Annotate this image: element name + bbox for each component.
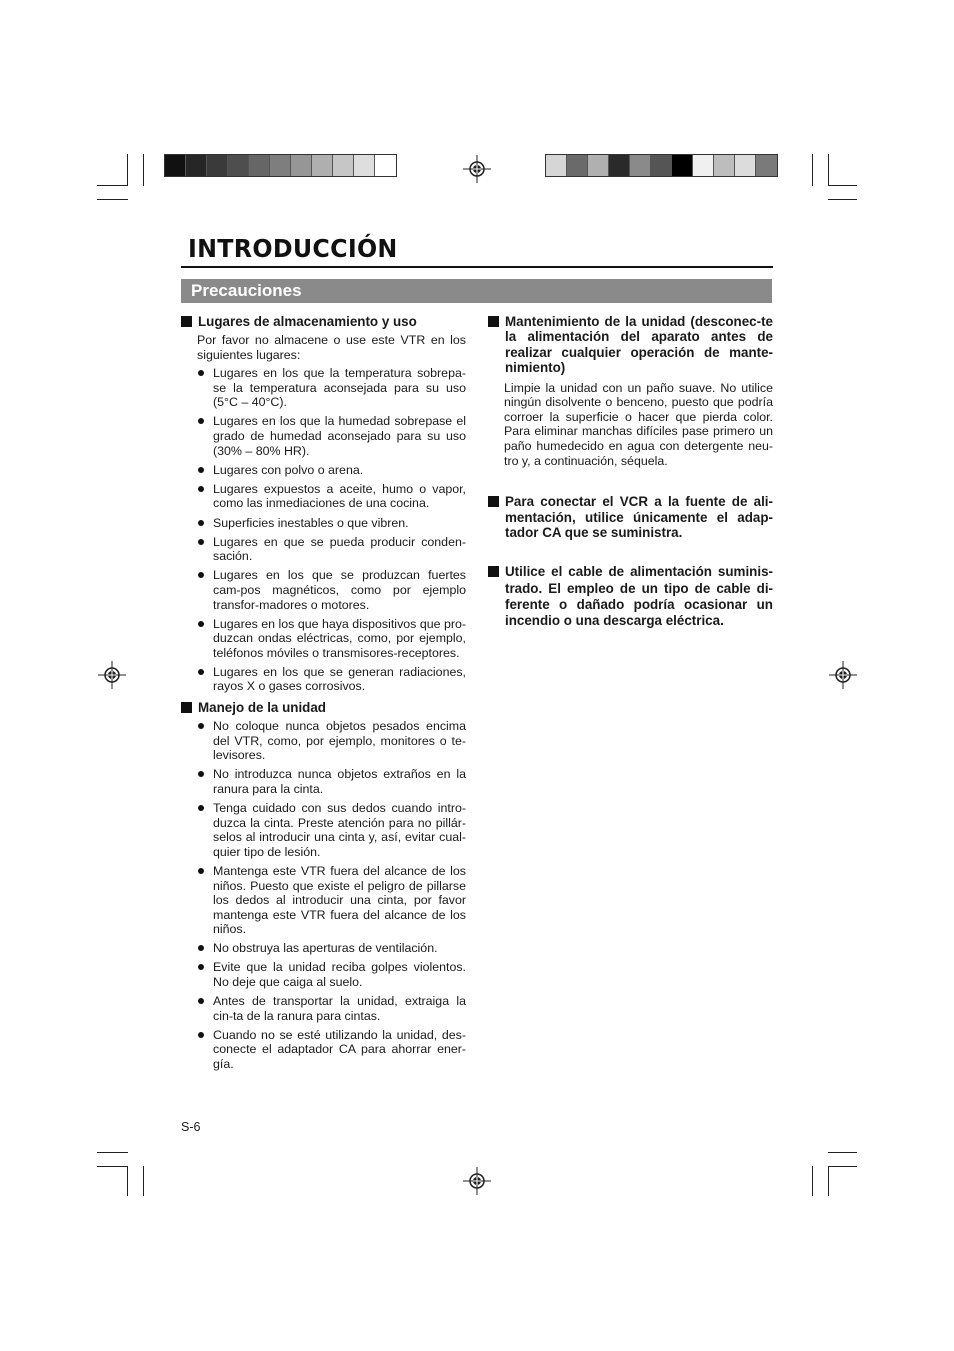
- list-item-text: Lugares en los que la humedad sobrepase el grado de humedad aconsejado para su uso (30% – 80% HR).: [213, 414, 466, 458]
- bullet-icon: [198, 370, 204, 376]
- color-swatch: [567, 155, 588, 176]
- color-swatch: [354, 155, 375, 176]
- color-swatch: [588, 155, 609, 176]
- list-item-text: Lugares en los que haya dispositivos que pro-duzcan ondas eléctricas, como, por ejemplo, teléfonos móviles o transmisores-receptores.: [213, 616, 466, 660]
- color-swatch: [756, 155, 777, 176]
- list-item: [181, 463, 466, 478]
- square-bullet-icon: [181, 702, 192, 713]
- bullet-icon: [198, 868, 204, 874]
- color-calibration-strip-left: [164, 154, 397, 177]
- list-item-text: Lugares con polvo o arena.: [213, 462, 364, 477]
- color-swatch: [165, 155, 186, 176]
- list-item-text: Lugares en que se pueda producir conden-sación.: [213, 534, 466, 564]
- list-item: [181, 535, 466, 564]
- bullet-icon: [198, 467, 204, 473]
- list-item-text: Lugares expuestos a aceite, humo o vapor, como las inmediaciones de una cocina.: [213, 481, 466, 511]
- color-swatch: [714, 155, 735, 176]
- list-item: [181, 719, 466, 763]
- color-swatch: [546, 155, 567, 176]
- color-swatch: [333, 155, 354, 176]
- registration-mark-icon: [98, 661, 126, 689]
- list-item: [181, 864, 466, 937]
- section-heading: Precauciones: [181, 279, 772, 303]
- bullet-icon: [198, 486, 204, 492]
- list-item-text: Cuando no se esté utilizando la unidad, des-conecte el adaptador CA para ahorrar ener-gía.: [213, 1027, 466, 1072]
- registration-mark-icon: [829, 661, 857, 689]
- square-bullet-icon: [181, 316, 192, 327]
- bullet-icon: [198, 621, 204, 627]
- power-source-text: Para conectar el VCR a la fuente de ali-mentación, utilice únicamente el adap-tador CA que se suministra.: [505, 494, 773, 540]
- color-swatch: [270, 155, 291, 176]
- title-divider: [181, 266, 773, 268]
- list-item: [181, 801, 466, 859]
- square-bullet-icon: [488, 496, 499, 507]
- bullet-icon: [198, 805, 204, 811]
- bullet-icon: [198, 945, 204, 951]
- bullet-icon: [198, 964, 204, 970]
- color-swatch: [249, 155, 270, 176]
- list-item: [181, 994, 466, 1023]
- color-swatch: [228, 155, 249, 176]
- registration-mark-icon: [463, 155, 491, 183]
- bullet-icon: [198, 771, 204, 777]
- list-item-text: Mantenga este VTR fuera del alcance de los niños. Puesto que existe el peligro de pillarse los dedos al introducir una cinta, por favor mantenga este VTR fuera del alcance de los niños.: [213, 863, 466, 937]
- color-swatch: [735, 155, 756, 176]
- list-item-text: No introduzca nunca objetos extraños en la ranura para la cinta.: [213, 767, 466, 796]
- square-bullet-icon: [488, 566, 499, 577]
- square-bullet-icon: [488, 316, 499, 327]
- list-item: [181, 767, 466, 796]
- color-swatch: [651, 155, 672, 176]
- handling-heading: [181, 700, 466, 715]
- list-item: [181, 941, 466, 956]
- list-item: [181, 665, 466, 694]
- storage-list: [181, 366, 466, 694]
- bullet-icon: [198, 669, 204, 675]
- bullet-icon: [198, 998, 204, 1004]
- color-calibration-strip-right: [545, 154, 778, 177]
- handling-heading-text: Manejo de la unidad: [198, 700, 326, 716]
- color-swatch: [672, 155, 693, 176]
- handling-list: [181, 719, 466, 1072]
- list-item-text: No obstruya las aperturas de ventilación.: [213, 941, 438, 956]
- list-item: [181, 960, 466, 989]
- bullet-icon: [198, 418, 204, 424]
- bullet-icon: [198, 572, 204, 578]
- list-item: [181, 366, 466, 410]
- list-item: [181, 516, 466, 531]
- power-cable-text: Utilice el cable de alimentación suminis-trado. El empleo de un tipo de cable di-ferente o dañado podría ocasionar un incendio o una descarga eléctrica.: [505, 564, 773, 629]
- list-item: [181, 617, 466, 661]
- bullet-icon: [198, 539, 204, 545]
- list-item-text: Lugares en los que se generan radiaciones, rayos X o gases corrosivos.: [213, 664, 466, 694]
- storage-heading: [181, 314, 466, 329]
- maintenance-heading-text: Mantenimiento de la unidad (desconec-te la alimentación del aparato antes de realizar cualquier operación de mante-nimiento): [505, 314, 773, 376]
- list-item-text: Antes de transportar la unidad, extraiga la cin-ta de la ranura para cintas.: [213, 994, 466, 1023]
- page-title: INTRODUCCIÓN: [188, 234, 398, 263]
- list-item-text: Superficies inestables o que vibren.: [213, 515, 409, 530]
- storage-intro: Por favor no almacene o use este VTR en los siguientes lugares:: [197, 333, 466, 362]
- list-item: [181, 568, 466, 612]
- color-swatch: [630, 155, 651, 176]
- color-swatch: [375, 155, 396, 176]
- list-item: [181, 414, 466, 458]
- page-number: S-6: [181, 1120, 201, 1134]
- list-item-text: Tenga cuidado con sus dedos cuando intro-duzca la cinta. Preste atención para no pillár-selos al introducir una cinta y, así, evitar cual-quier tipo de lesión.: [213, 801, 466, 859]
- registration-mark-icon: [463, 1167, 491, 1195]
- color-swatch: [312, 155, 333, 176]
- list-item: [181, 1028, 466, 1072]
- color-swatch: [207, 155, 228, 176]
- list-item-text: Lugares en los que se produzcan fuertes cam-pos magnéticos, como por ejemplo transfor-madores o motores.: [213, 568, 466, 612]
- left-column: [181, 314, 466, 1076]
- color-swatch: [609, 155, 630, 176]
- power-cable-warning: [488, 564, 773, 629]
- list-item-text: Lugares en los que la temperatura sobrepa-se la temperatura aconsejada para su uso (5°C – 40°C).: [213, 366, 466, 410]
- list-item-text: Evite que la unidad reciba golpes violentos. No deje que caiga al suelo.: [213, 960, 466, 990]
- right-column: [488, 314, 773, 629]
- color-swatch: [186, 155, 207, 176]
- maintenance-text: Limpie la unidad con un paño suave. No utilice ningún disolvente o benceno, puesto que podría corroer la superficie o hacer que pierda color. Para eliminar manchas difíciles pase primero un paño humedecido en agua con detergente neu-tro y, a continuación, séquela.: [504, 380, 773, 468]
- list-item-text: No coloque nunca objetos pesados encima del VTR, como, por ejemplo, monitores o te-levisores.: [213, 719, 466, 763]
- color-swatch: [693, 155, 714, 176]
- bullet-icon: [198, 1032, 204, 1038]
- storage-heading-text: Lugares de almacenamiento y uso: [198, 314, 417, 329]
- maintenance-heading: [488, 314, 773, 376]
- power-source-warning: [488, 494, 773, 540]
- bullet-icon: [198, 520, 204, 526]
- color-swatch: [291, 155, 312, 176]
- list-item: [181, 482, 466, 511]
- bullet-icon: [198, 723, 204, 729]
